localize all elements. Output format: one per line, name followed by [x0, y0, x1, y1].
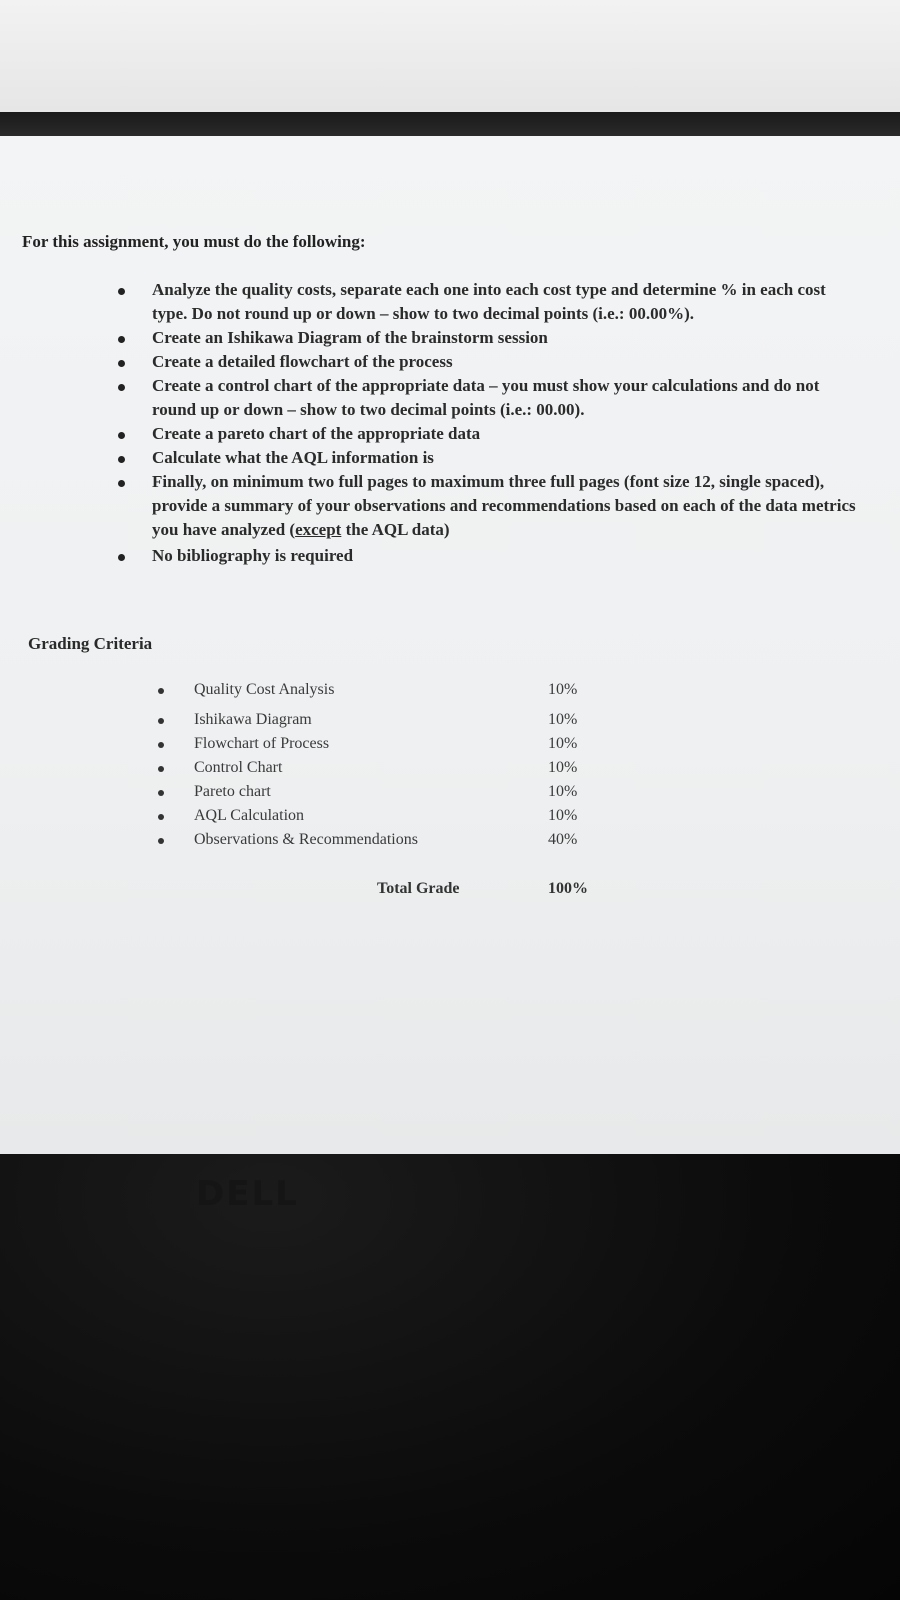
monitor-top-bezel	[0, 112, 900, 136]
criteria-percent: 10%	[548, 807, 578, 824]
bullet-icon	[158, 790, 164, 796]
total-grade-label: Total Grade	[377, 880, 460, 897]
task-item	[118, 278, 858, 326]
total-grade-percent: 100%	[548, 880, 588, 897]
criteria-list	[158, 678, 598, 852]
task-text: Calculate what the AQL information is	[152, 448, 434, 467]
task-list	[118, 278, 858, 568]
criteria-row	[158, 804, 598, 828]
criteria-percent: 10%	[548, 711, 578, 728]
criteria-row	[158, 732, 598, 756]
criteria-name: Flowchart of Process	[194, 735, 330, 752]
monitor-bottom-bezel	[0, 1154, 900, 1600]
criteria-percent: 40%	[548, 831, 578, 848]
criteria-percent: 10%	[548, 681, 578, 698]
bullet-icon	[158, 838, 164, 844]
bullet-icon	[158, 688, 164, 694]
task-text: Create a detailed flowchart of the process	[152, 352, 453, 371]
bullet-icon	[118, 554, 125, 561]
bullet-icon	[158, 742, 164, 748]
bullet-icon	[118, 360, 125, 367]
criteria-row	[158, 756, 598, 780]
background-wall	[0, 0, 900, 112]
task-text-part: Finally, on minimum two full pages to maximum three full pages (font size 12, single spaced), provide a summary of your observations and recommendations based on each of the data metrics you have analyzed (	[152, 472, 856, 539]
criteria-row	[158, 828, 598, 852]
task-item	[118, 470, 858, 542]
task-text: No bibliography is required	[152, 546, 354, 565]
criteria-name: Observations & Recommendations	[194, 831, 418, 848]
bullet-icon	[118, 288, 125, 295]
task-text: Create an Ishikawa Diagram of the brainstorm session	[152, 328, 548, 347]
task-text-part: the AQL data)	[341, 520, 450, 539]
criteria-name: AQL Calculation	[194, 807, 305, 824]
criteria-name: Ishikawa Diagram	[194, 711, 312, 728]
task-text: Create a control chart of the appropriate data – you must show your calculations and do not round up or down – show to two decimal points (i.e.: 00.00).	[152, 376, 820, 419]
criteria-name: Quality Cost Analysis	[194, 681, 335, 698]
bullet-icon	[118, 432, 125, 439]
criteria-row	[158, 708, 598, 732]
bullet-icon	[158, 814, 164, 820]
criteria-percent: 10%	[548, 759, 578, 776]
bullet-icon	[158, 718, 164, 724]
task-item	[118, 326, 858, 350]
bullet-icon	[118, 384, 125, 391]
grading-criteria-heading: Grading Criteria	[28, 634, 153, 653]
assignment-intro: For this assignment, you must do the following:	[22, 232, 366, 251]
emphasis-text: except	[295, 520, 342, 539]
criteria-percent: 10%	[548, 735, 578, 752]
bullet-icon	[118, 480, 125, 487]
bullet-icon	[158, 766, 164, 772]
criteria-row	[158, 678, 598, 708]
bullet-icon	[118, 456, 125, 463]
bullet-icon	[118, 336, 125, 343]
criteria-name: Pareto chart	[194, 783, 271, 800]
task-item	[118, 422, 858, 446]
task-text: Create a pareto chart of the appropriate data	[152, 424, 481, 443]
task-item	[118, 544, 858, 568]
criteria-name: Control Chart	[194, 759, 283, 776]
task-item	[118, 374, 858, 422]
task-text: Analyze the quality costs, separate each one into each cost type and determine % in each cost type. Do not round up or down – show to two decimal points (i.e.: 00.00%).	[152, 280, 826, 323]
criteria-percent: 10%	[548, 783, 578, 800]
dell-logo: DELL	[196, 1174, 299, 1214]
task-item	[118, 350, 858, 374]
task-item	[118, 446, 858, 470]
criteria-row	[158, 780, 598, 804]
monitor-screen	[0, 136, 900, 1154]
